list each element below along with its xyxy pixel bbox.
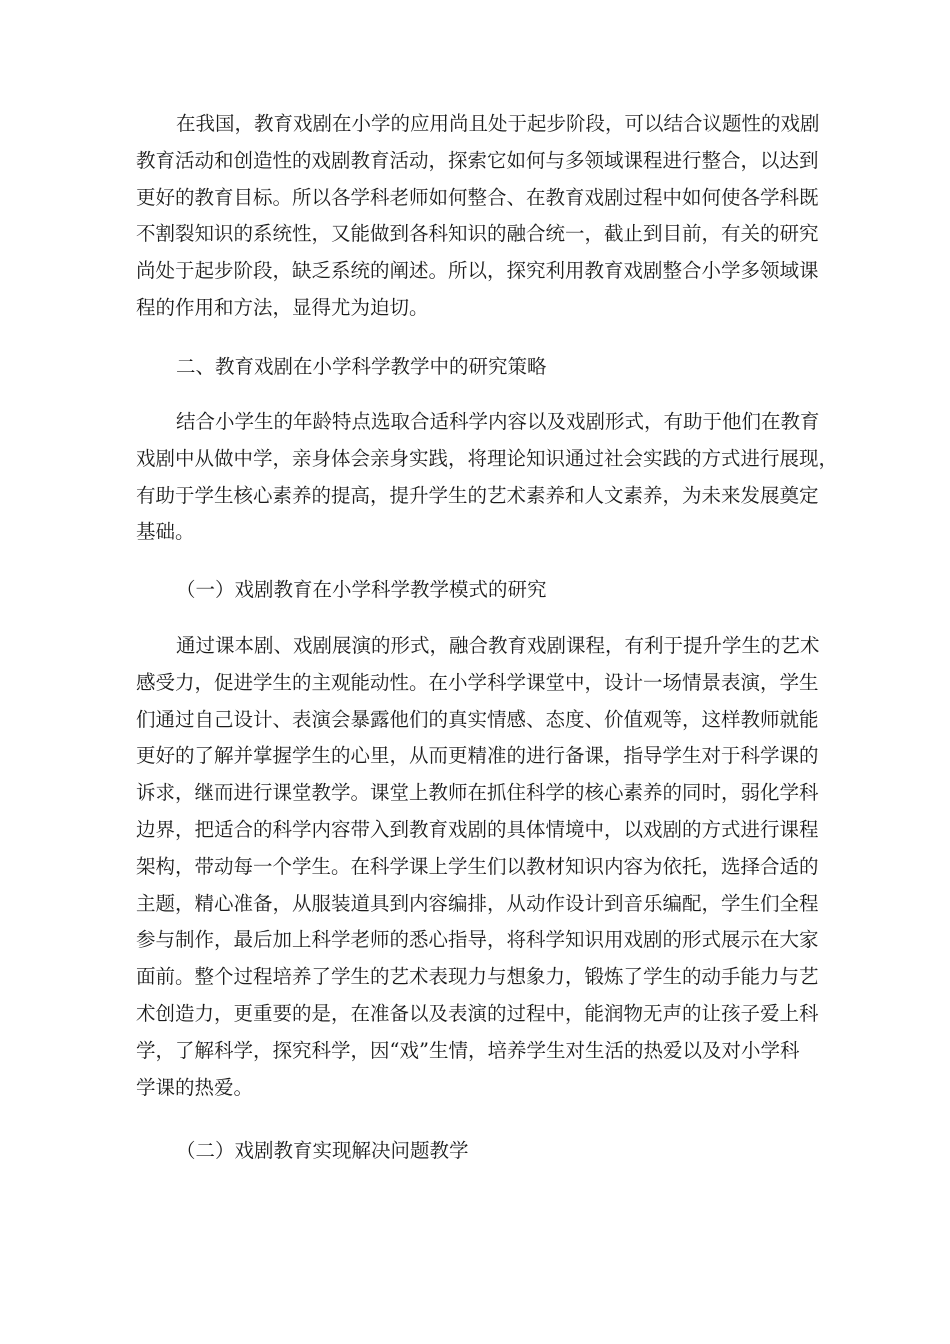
text-line: 更好的教育目标。所以各学科老师如何整合、在教育戏剧过程中如何使各学科既 — [136, 185, 819, 209]
text-line: 教育活动和创造性的戏剧教育活动，探索它如何与多领域课程进行整合，以达到 — [136, 148, 819, 172]
text-line: 们通过自己设计、表演会暴露他们的真实情感、态度、价值观等，这样教师就能 — [136, 707, 819, 731]
text-line: 结合小学生的年龄特点选取合适科学内容以及戏剧形式，有助于他们在教育 — [176, 410, 820, 433]
text-line: 主题，精心准备，从服装道具到内容编排，从动作设计到音乐编配，学生们全程 — [136, 891, 819, 915]
paragraph-strategy — [136, 404, 839, 551]
text-line: 程的作用和方法，显得尤为迫切。 — [136, 295, 429, 319]
text-line: 感受力，促进学生的主观能动性。在小学科学课堂中，设计一场情景表演，学生 — [136, 670, 819, 694]
subsection-heading: （二）戏剧教育实现解决问题教学 — [176, 1139, 469, 1162]
text-line: 有助于学生核心素养的提高，提升学生的艺术素养和人文素养，为未来发展奠定 — [136, 483, 819, 507]
text-line: 学课的热爱。 — [136, 1075, 254, 1099]
text-line: 诉求，继而进行课堂教学。课堂上教师在抓住科学的核心素养的同时，弱化学科 — [136, 781, 819, 805]
text-line: 参与制作，最后加上科学老师的悉心指导，将科学知识用戏剧的形式展示在大家 — [136, 928, 819, 952]
text-line: 戏剧中从做中学，亲身体会亲身实践，将理论知识通过社会实践的方式进行展现， — [136, 446, 839, 470]
text-line: 更好的了解并掌握学生的心里，从而更精准的进行备课，指导学生对于科学课的 — [136, 744, 819, 768]
text-line: 通过课本剧、戏剧展演的形式，融合教育戏剧课程，有利于提升学生的艺术 — [176, 634, 820, 657]
paragraph-intro — [136, 106, 818, 327]
section-heading: 二、教育戏剧在小学科学教学中的研究策略 — [176, 355, 547, 378]
text-line: 边界，把适合的科学内容带入到教育戏剧的具体情境中，以戏剧的方式进行课程 — [136, 817, 819, 841]
text-line: 架构，带动每一个学生。在科学课上学生们以教材知识内容为依托，选择合适的 — [136, 854, 819, 878]
text-line: 学，了解科学，探究科学，因“戏”生情，培养学生对生活的热爱以及对小学科 — [136, 1038, 800, 1062]
subsection-heading: （一）戏剧教育在小学科学教学模式的研究 — [176, 578, 547, 601]
text-line: 面前。整个过程培养了学生的艺术表现力与想象力，锻炼了学生的动手能力与艺 — [136, 965, 819, 989]
paragraph-teaching-mode — [136, 628, 818, 1106]
text-line: 术创造力，更重要的是，在准备以及表演的过程中，能润物无声的让孩子爱上科 — [136, 1001, 819, 1025]
text-line: 基础。 — [136, 520, 195, 544]
text-line: 在我国，教育戏剧在小学的应用尚且处于起步阶段，可以结合议题性的戏剧 — [176, 112, 820, 135]
text-line: 尚处于起步阶段，缺乏系统的阐述。所以，探究利用教育戏剧整合小学多领域课 — [136, 259, 819, 283]
text-line: 不割裂知识的系统性，又能做到各科知识的融合统一，截止到目前，有关的研究 — [136, 222, 819, 246]
